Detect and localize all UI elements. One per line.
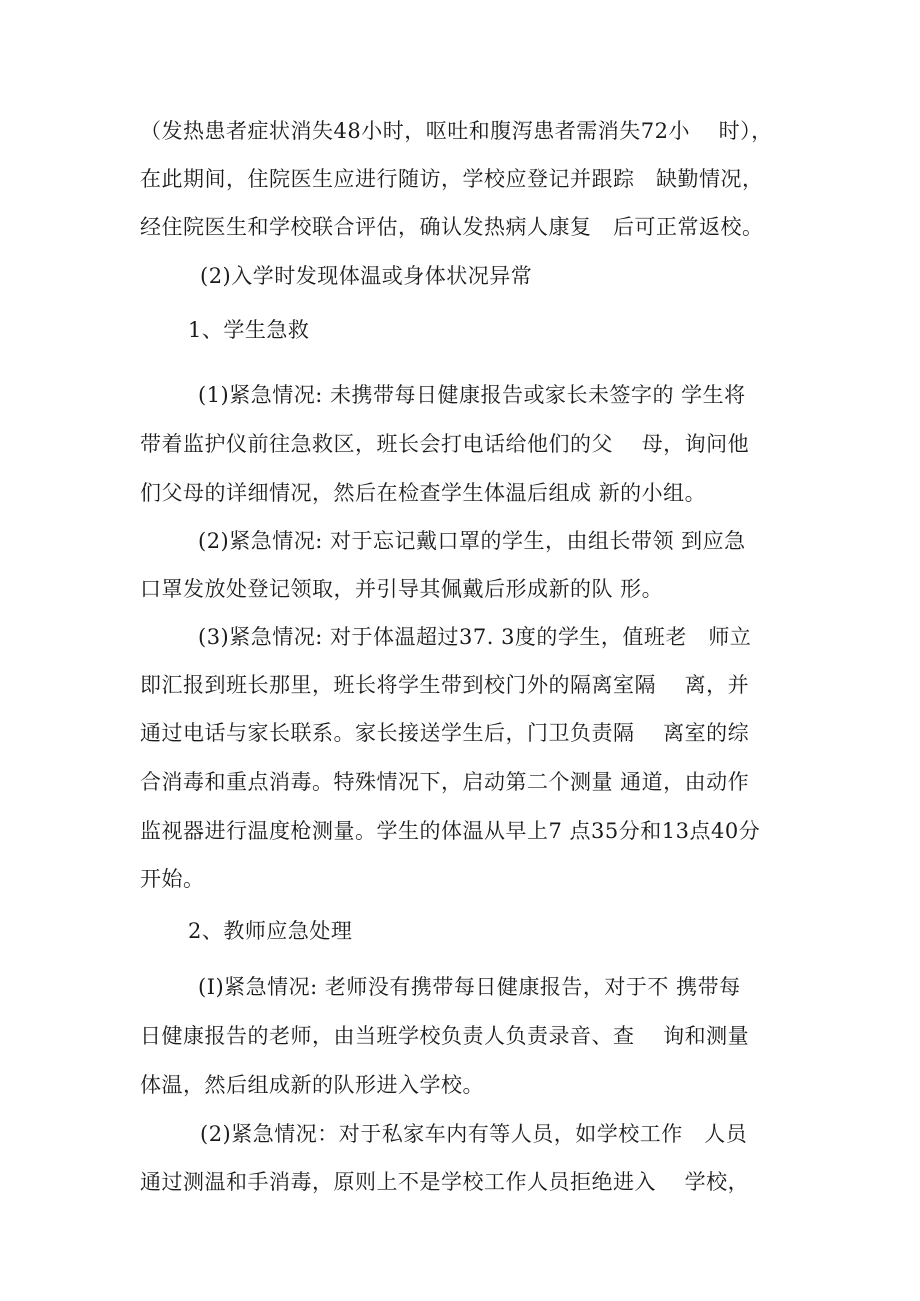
- text-line: (3)紧急情况: 对于体温超过37. 3度的学生，值班老 师立: [198, 625, 752, 649]
- text-line: (2)紧急情况：对于私家车内有等人员，如学校工作 人员: [200, 1122, 748, 1146]
- text-line: （发热患者症状消失48小时，呕吐和腹泻患者需消失72小 时），: [140, 119, 773, 143]
- text-line: 口罩发放处登记领取，并引导其佩戴后形成新的队 形。: [140, 577, 664, 601]
- text-line: 即汇报到班长那里，班长将学生带到校门外的隔离室隔 离，并: [140, 673, 750, 697]
- text-line: 经住院医生和学校联合评估，确认发热病人康复 后可正常返校。: [140, 215, 764, 239]
- section-heading: (2)入学时发现体温或身体状况异常: [200, 264, 533, 288]
- text-line: 合消毒和重点消毒。特殊情况下，启动第二个测量 通道，由动作: [140, 770, 750, 794]
- text-line: (2)紧急情况: 对于忘记戴口罩的学生，由组长带领 到应急: [198, 529, 746, 553]
- text-line: (I)紧急情况: 老师没有携带每日健康报告，对于不 携带每: [198, 975, 741, 999]
- text-line: 体温，然后组成新的队形进入学校。: [140, 1073, 484, 1097]
- text-line: 通过电话与家长联系。家长接送学生后，门卫负责隔 离室的综: [140, 721, 750, 745]
- subsection-heading: 1、学生急救: [188, 318, 310, 342]
- text-line: (1)紧急情况: 未携带每日健康报告或家长未签字的 学生将: [198, 383, 746, 407]
- text-line: 在此期间，住院医生应进行随访，学校应登记并跟踪 缺勤情况，: [140, 167, 764, 191]
- text-line: 带着监护仪前往急救区，班长会打电话给他们的父 母，询问他: [140, 432, 750, 456]
- text-line: 日健康报告的老师，由当班学校负责人负责录音、查 询和测量: [140, 1024, 750, 1048]
- text-line: 通过测温和手消毒，原则上不是学校工作人员拒绝进入 学校，: [140, 1170, 750, 1194]
- text-line: 开始。: [140, 867, 205, 891]
- subsection-heading: 2、教师应急处理: [188, 919, 353, 943]
- text-line: 监视器进行温度枪测量。学生的体温从早上7 点35分和13点40分: [140, 819, 761, 843]
- text-line: 们父母的详细情况，然后在检查学生体温后组成 新的小组。: [140, 481, 707, 505]
